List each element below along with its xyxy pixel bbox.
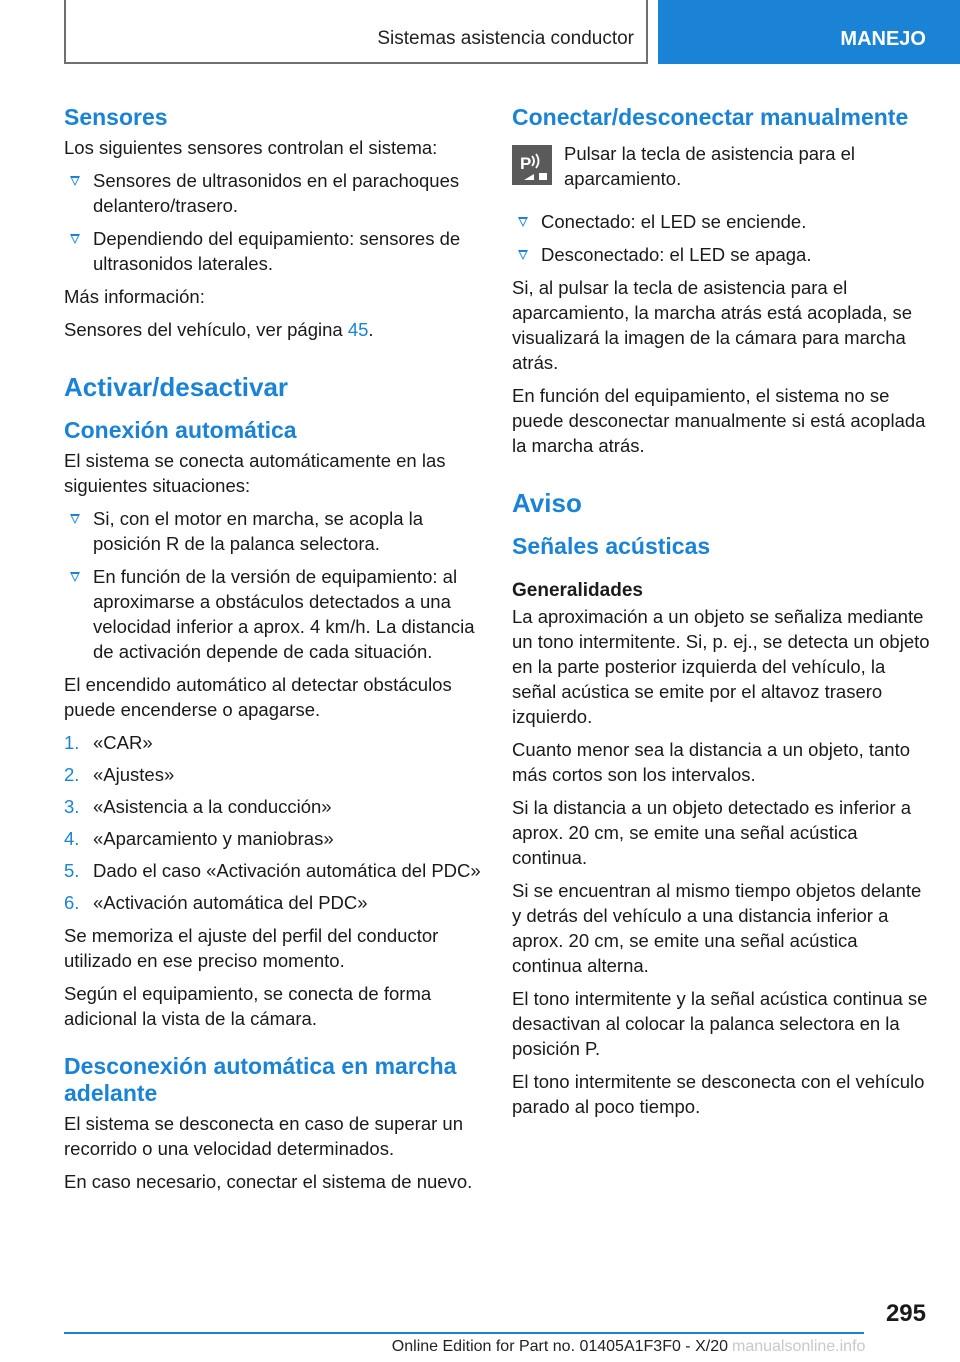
- heading-activar: Activar/desactivar: [64, 372, 289, 402]
- auto-intro: El sistema se conecta automáticamente en las siguientes situaciones:: [64, 450, 446, 496]
- heading-manual: Conectar/desconectar manualmente: [512, 104, 909, 130]
- triangle-bullet-icon: [70, 176, 80, 186]
- reverse-text: Si, al pulsar la tecla de asistencia para el aparcamiento, la marcha atrás está acoplada, se visualizará la imagen de la cámara para marcha atrás.: [512, 277, 913, 373]
- sensores-intro: Los siguientes sensores controlan el sistema:: [64, 137, 438, 158]
- heading-desconexion: Desconexión automática en marcha adelante: [64, 1053, 457, 1106]
- list-item: En función de la versión de equipamiento: al aproximarse a obstáculos detectados a una velocidad inferior a aprox. 4 km/h. La distancia de activación depende de cada situación.: [64, 564, 484, 664]
- chapter-tab: [658, 0, 960, 64]
- footer-divider: [64, 1332, 864, 1334]
- step-item: 5. Dado el caso «Activación automática del PDC»: [64, 860, 481, 881]
- sensores-reference: Sensores del vehículo, ver página 45.: [64, 319, 374, 340]
- triangle-bullet-icon: [70, 572, 80, 582]
- footer-watermark: manualsonline.info: [732, 1338, 866, 1355]
- heading-generalidades: Generalidades: [512, 580, 643, 601]
- heading-senales-acusticas: Señales acústicas: [512, 533, 711, 559]
- button-text: Pulsar la tecla de asistencia para el aparcamiento.: [564, 143, 856, 189]
- aviso-paragraph: Cuanto menor sea la distancia a un objeto, tanto más cortos son los intervalos.: [512, 739, 911, 785]
- list-item: Dependiendo del equipamiento: sensores de ultrasonidos laterales.: [64, 226, 484, 276]
- aviso-paragraph: El tono intermitente se desconecta con el vehículo parado al poco tiempo.: [512, 1071, 925, 1117]
- left-column: [64, 96, 484, 1202]
- park-assist-button-icon: [512, 145, 552, 185]
- aviso-paragraph: El tono intermitente y la señal acústica continua se desactivan al colocar la palanca selectora en la posición P.: [512, 988, 928, 1059]
- svg-text:P: P: [520, 154, 532, 173]
- header-section-box: [64, 0, 648, 64]
- chapter-tab-label: MANEJO: [840, 28, 926, 50]
- right-column: [512, 96, 932, 1127]
- page-link[interactable]: 45: [347, 319, 369, 340]
- step-item: 6. «Activación automática del PDC»: [64, 892, 368, 913]
- section-title: Sistemas asistencia conductor: [377, 28, 634, 49]
- reconnect-text: En caso necesario, conectar el sistema de nuevo.: [64, 1171, 473, 1192]
- steps-list: [64, 730, 484, 915]
- more-info-label: Más información:: [64, 286, 205, 307]
- list-item: Desconectado: el LED se apaga.: [512, 242, 932, 267]
- step-item: 2. «Ajustes»: [64, 764, 175, 785]
- triangle-bullet-icon: [518, 250, 528, 260]
- heading-sensores: Sensores: [64, 104, 168, 130]
- auto-note: El encendido automático al detectar obstáculos puede encenderse o apagarse.: [64, 674, 452, 720]
- off-text: El sistema se desconecta en caso de superar un recorrido o una velocidad determinados.: [64, 1113, 464, 1159]
- equipment-text: En función del equipamiento, el sistema no se puede desconectar manualmente si está acoplada la marcha atrás.: [512, 385, 926, 456]
- footer-edition: Online Edition for Part no. 01405A1F3F0 - X/20: [391, 1338, 728, 1355]
- list-item: Si, con el motor en marcha, se acopla la posición R de la palanca selectora.: [64, 506, 484, 556]
- triangle-bullet-icon: [70, 234, 80, 244]
- auto-list: [64, 506, 484, 664]
- step-item: 1. «CAR»: [64, 732, 153, 753]
- profile-note: Se memoriza el ajuste del perfil del conductor utilizado en ese preciso momento.: [64, 925, 439, 971]
- sensores-list: [64, 168, 484, 276]
- step-item: 4. «Aparcamiento y maniobras»: [64, 828, 334, 849]
- heading-conexion-automatica: Conexión automática: [64, 417, 297, 443]
- led-list: [512, 209, 932, 267]
- triangle-bullet-icon: [518, 217, 528, 227]
- aviso-paragraph: Si la distancia a un objeto detectado es inferior a aprox. 20 cm, se emite una señal acústica continua.: [512, 797, 912, 868]
- triangle-bullet-icon: [70, 514, 80, 524]
- page-number: 295: [885, 1300, 926, 1327]
- step-item: 3. «Asistencia a la conducción»: [64, 796, 332, 817]
- list-item: Sensores de ultrasonidos en el parachoques delantero/trasero.: [64, 168, 484, 218]
- list-item: Conectado: el LED se enciende.: [512, 209, 932, 234]
- aviso-paragraph: Si se encuentran al mismo tiempo objetos delante y detrás del vehículo a una distancia inferior a aprox. 20 cm, se emite una señal acústica continua alterna.: [512, 880, 922, 976]
- button-instruction: [512, 141, 932, 191]
- heading-aviso: Aviso: [512, 488, 582, 518]
- camera-note: Según el equipamiento, se conecta de forma adicional la vista de la cámara.: [64, 983, 432, 1029]
- aviso-paragraph: La aproximación a un objeto se señaliza mediante un tono intermitente. Si, p. ej., se detecta un objeto en la parte posterior izquierda del vehículo, la señal acústica se emite por el altavoz trasero izquierdo.: [512, 606, 930, 727]
